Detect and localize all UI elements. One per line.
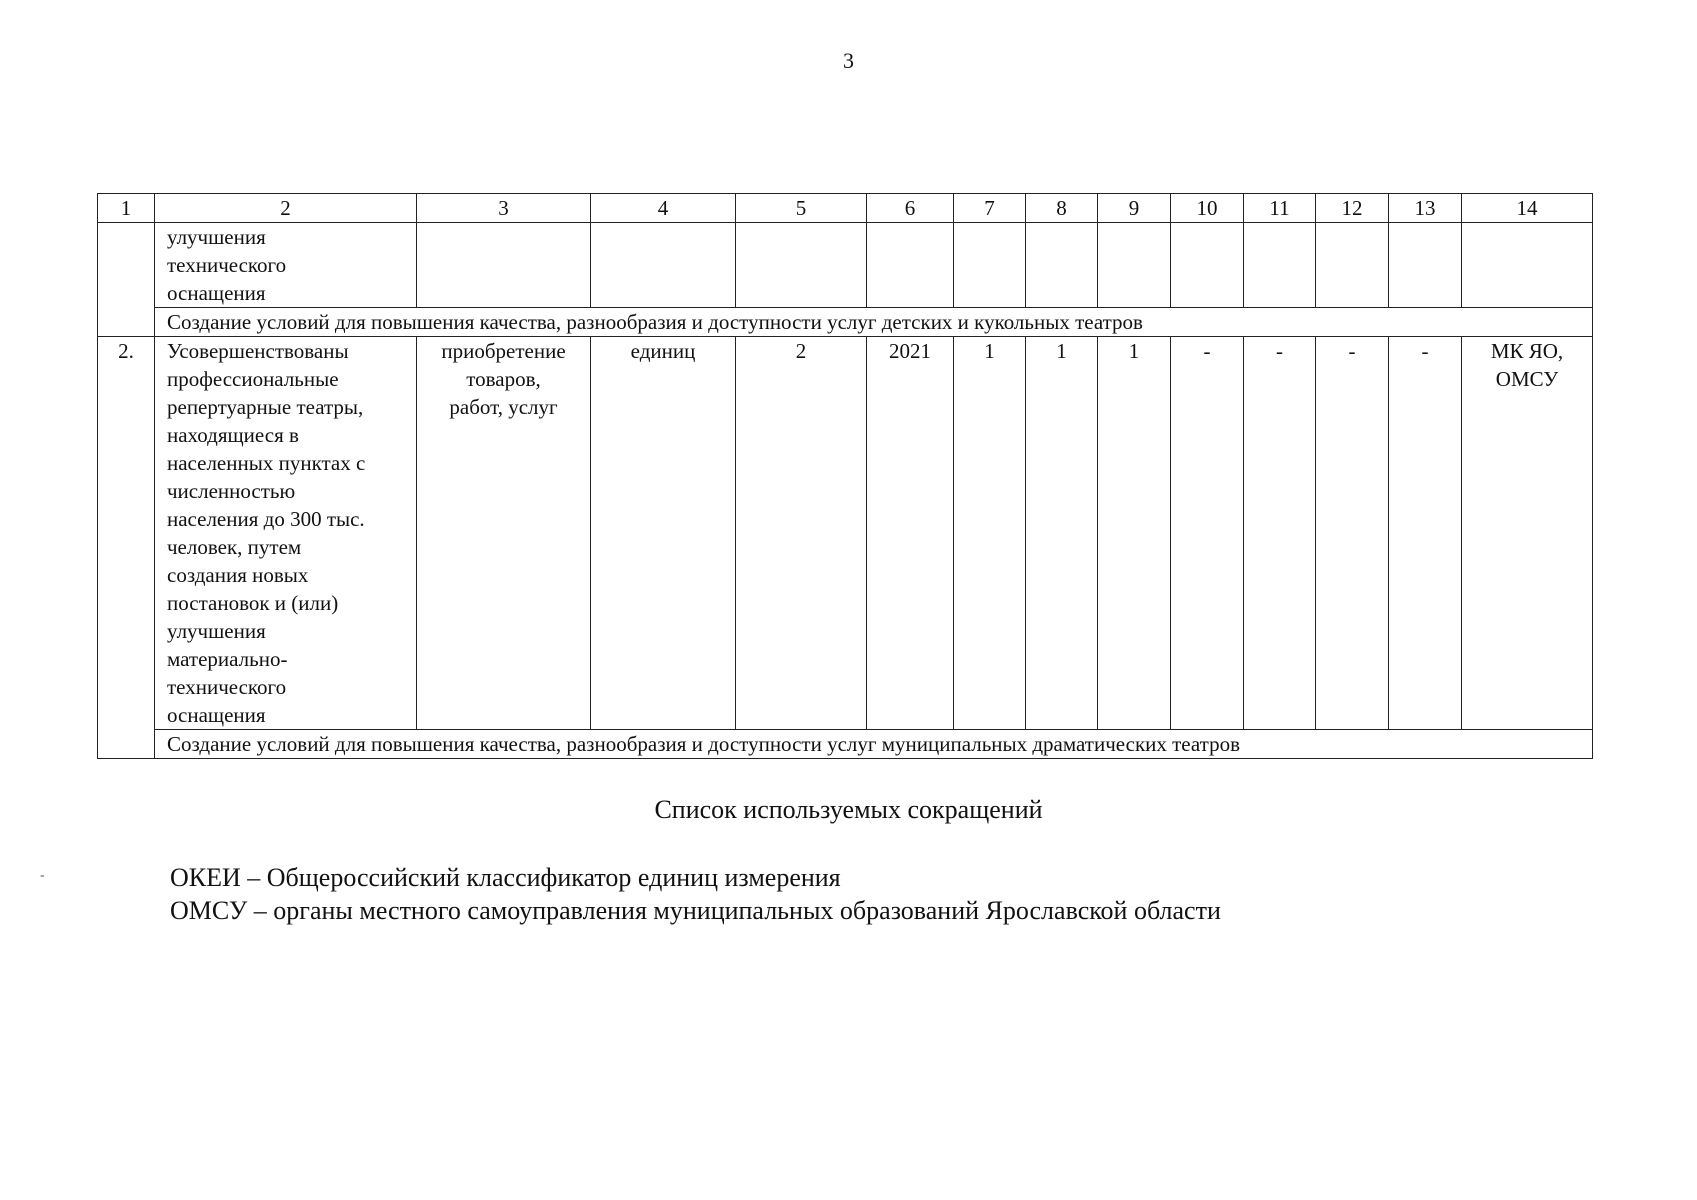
table-cell	[1389, 223, 1462, 308]
table-row	[98, 337, 1593, 730]
table-cell	[1171, 223, 1244, 308]
table-cell	[867, 223, 954, 308]
row-number: 2.	[98, 337, 155, 730]
table-header-row	[98, 194, 1593, 223]
table-cell	[1244, 223, 1316, 308]
header-cell-7: 7	[954, 194, 1026, 223]
header-cell-9: 9	[1098, 194, 1171, 223]
table-cell	[736, 223, 867, 308]
table-cell	[98, 730, 155, 759]
header-cell-1: 1	[98, 194, 155, 223]
header-cell-14: 14	[1462, 194, 1593, 223]
row-value-col10: -	[1171, 337, 1244, 730]
table-cell	[1316, 223, 1389, 308]
table-cell	[417, 223, 591, 308]
table-cell	[591, 223, 736, 308]
header-cell-5: 5	[736, 194, 867, 223]
header-cell-4: 4	[591, 194, 736, 223]
page-number: 3	[843, 48, 854, 73]
row-year: 2021	[867, 337, 954, 730]
row-description: Усовершенствованы профессиональные репертуарные театры, находящиеся в населенных пунктах с численностью населения до 300 тыс. человек, путем создания новых постановок и (или) улучшения материально- технического оснащения	[155, 337, 417, 730]
row-value-col13: -	[1389, 337, 1462, 730]
continued-description: улучшения технического оснащения	[155, 223, 417, 308]
row-value-col11: -	[1244, 337, 1316, 730]
table-cell	[1098, 223, 1171, 308]
header-cell-11: 11	[1244, 194, 1316, 223]
header-cell-10: 10	[1171, 194, 1244, 223]
margin-mark: -	[40, 868, 45, 883]
row-responsible: МК ЯО, ОМСУ	[1462, 337, 1593, 730]
row-activity-type: приобретение товаров, работ, услуг	[417, 337, 591, 730]
section-row	[98, 308, 1593, 337]
header-cell-3: 3	[417, 194, 591, 223]
header-cell-2: 2	[155, 194, 417, 223]
abbreviations-title: Список используемых сокращений	[654, 795, 1043, 824]
header-cell-8: 8	[1026, 194, 1098, 223]
section-row	[98, 730, 1593, 759]
section-title-children-theatres: Создание условий для повышения качества, разнообразия и доступности услуг детских и кукольных театров	[155, 308, 1593, 337]
abbreviation-item: ОКЕИ – Общероссийский классификатор единиц измерения	[170, 863, 841, 892]
row-value-col12: -	[1316, 337, 1389, 730]
indicators-table	[97, 193, 1593, 759]
row-value-col5: 2	[736, 337, 867, 730]
table-cell	[1026, 223, 1098, 308]
section-title-drama-theatres: Создание условий для повышения качества, разнообразия и доступности услуг муниципальных драматических театров	[155, 730, 1593, 759]
table-cell	[1462, 223, 1593, 308]
table-cell	[98, 308, 155, 337]
table-row-continued	[98, 223, 1593, 308]
row-value-col9: 1	[1098, 337, 1171, 730]
header-cell-6: 6	[867, 194, 954, 223]
table-cell	[954, 223, 1026, 308]
row-unit: единиц	[591, 337, 736, 730]
table-cell	[98, 223, 155, 308]
header-cell-12: 12	[1316, 194, 1389, 223]
header-cell-13: 13	[1389, 194, 1462, 223]
abbreviation-item: ОМСУ – органы местного самоуправления муниципальных образований Ярославской области	[170, 896, 1221, 925]
row-value-col8: 1	[1026, 337, 1098, 730]
row-value-col7: 1	[954, 337, 1026, 730]
